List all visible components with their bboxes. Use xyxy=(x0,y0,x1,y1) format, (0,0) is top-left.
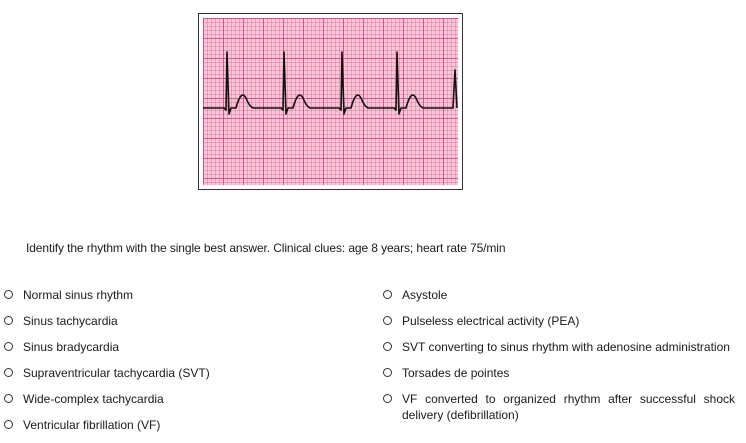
ecg-trace xyxy=(203,18,458,185)
option-label: Asystole xyxy=(402,288,448,302)
radio-empty-icon[interactable] xyxy=(4,394,13,403)
radio-empty-icon[interactable] xyxy=(383,290,392,299)
option-ventricular-fibrillation[interactable] xyxy=(4,417,344,443)
option-asystole[interactable] xyxy=(383,287,735,313)
radio-empty-icon[interactable] xyxy=(4,316,13,325)
option-label: Sinus bradycardia xyxy=(23,340,120,354)
radio-empty-icon[interactable] xyxy=(383,316,392,325)
option-label: Torsades de pointes xyxy=(402,366,510,380)
option-normal-sinus-rhythm[interactable] xyxy=(4,287,344,313)
option-pea[interactable] xyxy=(383,313,735,339)
option-sinus-bradycardia[interactable] xyxy=(4,339,344,365)
option-label: Normal sinus rhythm xyxy=(23,288,134,302)
option-label: Supraventricular tachycardia (SVT) xyxy=(23,366,210,380)
option-svt[interactable] xyxy=(4,365,344,391)
radio-empty-icon[interactable] xyxy=(4,342,13,351)
options-right-column xyxy=(383,287,735,425)
option-label: VF converted to organized rhythm after successful shock delivery (defibrillation) xyxy=(402,392,735,422)
question-text: Identify the rhythm with the single best answer. Clinical clues: age 8 years; heart rate 75/min xyxy=(26,241,506,255)
option-sinus-tachycardia[interactable] xyxy=(4,313,344,339)
option-wide-complex-tachycardia[interactable] xyxy=(4,391,344,417)
option-label: Sinus tachycardia xyxy=(23,314,118,328)
ecg-strip xyxy=(203,18,458,185)
radio-empty-icon[interactable] xyxy=(383,394,392,403)
option-label: Pulseless electrical activity (PEA) xyxy=(402,314,580,328)
radio-empty-icon[interactable] xyxy=(383,368,392,377)
radio-empty-icon[interactable] xyxy=(4,368,13,377)
option-label: Ventricular fibrillation (VF) xyxy=(23,418,161,432)
option-svt-adenosine[interactable] xyxy=(383,339,735,365)
option-label: SVT converting to sinus rhythm with adenosine administration xyxy=(402,340,730,354)
ecg-waveform xyxy=(203,52,457,114)
radio-empty-icon[interactable] xyxy=(4,420,13,429)
option-torsades[interactable] xyxy=(383,365,735,391)
ecg-image xyxy=(198,13,463,190)
option-label: Wide-complex tachycardia xyxy=(23,392,164,406)
radio-empty-icon[interactable] xyxy=(383,342,392,351)
option-vf-converted[interactable] xyxy=(383,391,735,425)
options-left-column xyxy=(4,287,344,443)
radio-empty-icon[interactable] xyxy=(4,290,13,299)
